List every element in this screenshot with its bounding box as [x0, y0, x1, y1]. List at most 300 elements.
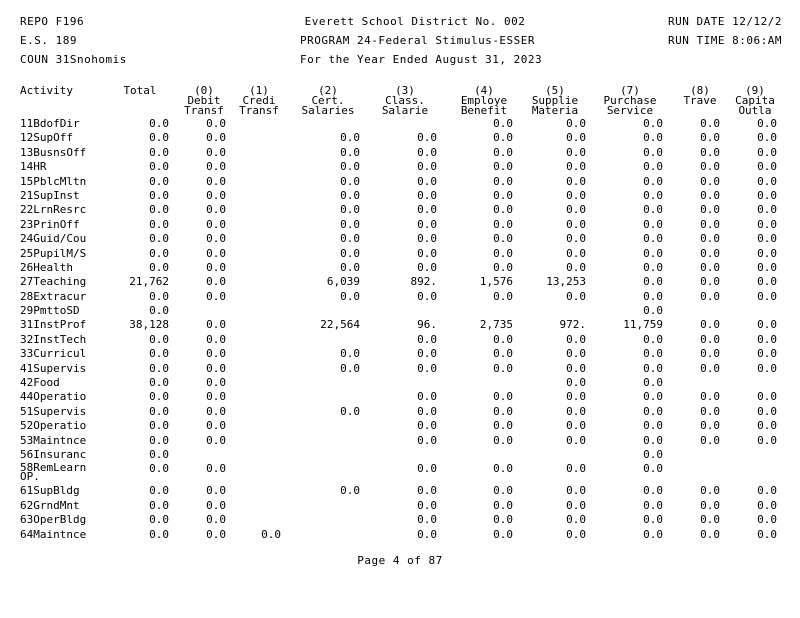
table-cell: 0.0	[566, 290, 586, 303]
table-cell: 0.0	[700, 420, 720, 433]
table-row	[20, 276, 800, 290]
column-header-line2: Service	[606, 104, 654, 116]
table-cell: 0.0	[149, 420, 169, 433]
table-cell: 0.0	[700, 499, 720, 512]
table-cell: 0.0	[206, 405, 226, 418]
table-cell: 0.0	[417, 391, 437, 404]
table-row	[20, 406, 800, 420]
activity-label: 27Teaching	[20, 276, 87, 289]
table-cell: 0.0	[493, 528, 513, 541]
table-cell: 0.0	[643, 146, 663, 159]
table-cell: 0.0	[566, 348, 586, 361]
table-cell: 0.0	[643, 276, 663, 289]
program-name: PROGRAM 24-Federal Stimulus-ESSER	[300, 34, 536, 47]
table-cell: 0.0	[149, 189, 169, 202]
table-row	[20, 449, 800, 463]
table-cell: 0.0	[566, 247, 586, 260]
table-cell: 0.0	[643, 290, 663, 303]
table-cell: 0.0	[566, 528, 586, 541]
table-cell: 0.0	[493, 405, 513, 418]
table-row	[20, 435, 800, 449]
table-cell: 0.0	[340, 348, 360, 361]
table-cell: 0.0	[417, 290, 437, 303]
county: COUN 31Snohomis	[20, 53, 127, 66]
column-header-num: (1)	[249, 86, 269, 97]
activity-label: 51Supervis	[20, 405, 87, 418]
activity-label: 56Insuranc	[20, 448, 87, 461]
table-cell: 0.0	[493, 348, 513, 361]
table-cell: 0.0	[340, 218, 360, 231]
table-cell: 0.0	[493, 391, 513, 404]
table-cell: 0.0	[700, 189, 720, 202]
table-cell: 0.0	[206, 319, 226, 332]
table-cell: 0.0	[206, 189, 226, 202]
column-header	[453, 86, 515, 116]
table-cell: 38,128	[129, 319, 169, 332]
table-cell: 0.0	[493, 290, 513, 303]
table-cell: 0.0	[493, 499, 513, 512]
table-cell: 0.0	[149, 348, 169, 361]
column-header	[374, 86, 436, 116]
table-cell: 0.0	[206, 528, 226, 541]
table-cell: 0.0	[340, 485, 360, 498]
activity-label: 25PupilM/S	[20, 247, 87, 260]
table-cell: 0.0	[206, 434, 226, 447]
table-row	[20, 377, 800, 391]
table-cell: 0.0	[493, 175, 513, 188]
report-id: REPO F196	[20, 15, 85, 28]
table-cell: 0.0	[566, 189, 586, 202]
table-row	[20, 291, 800, 305]
activity-label: 15PblcMltn	[20, 175, 87, 188]
table-cell: 0.0	[566, 261, 586, 274]
table-cell: 0.0	[149, 405, 169, 418]
table-cell: 0.0	[757, 485, 777, 498]
table-cell: 0.0	[149, 161, 169, 174]
table-cell: 0.0	[417, 362, 437, 375]
column-header-line2: Outla	[738, 104, 772, 116]
table-row	[20, 485, 800, 499]
table-cell: 0.0	[700, 261, 720, 274]
table-cell: 6,039	[326, 276, 360, 289]
column-header-num: (0)	[194, 86, 214, 97]
column-header-line1: Debit	[187, 94, 221, 107]
table-cell: 0.0	[206, 247, 226, 260]
column-header-line2: Salarie	[381, 104, 429, 116]
table-cell: 0.0	[149, 146, 169, 159]
table-cell: 0.0	[417, 514, 437, 527]
table-cell: 0.0	[566, 499, 586, 512]
column-header-line2: Trave	[683, 94, 717, 106]
report-table	[20, 118, 800, 543]
table-cell: 0.0	[643, 463, 663, 476]
table-cell: 0.0	[700, 204, 720, 217]
column-header-line2: Salaries	[301, 104, 355, 116]
activity-label: 21SupInst	[20, 189, 80, 202]
table-row	[20, 176, 800, 190]
table-cell: 0.0	[643, 448, 663, 461]
table-cell: 0.0	[493, 362, 513, 375]
table-cell: 0.0	[643, 261, 663, 274]
table-row	[20, 161, 800, 175]
table-cell: 0.0	[417, 146, 437, 159]
table-cell: 0.0	[757, 161, 777, 174]
table-cell: 0.0	[643, 305, 663, 318]
table-cell: 0.0	[643, 233, 663, 246]
table-cell: 0.0	[643, 161, 663, 174]
table-cell: 0.0	[700, 290, 720, 303]
table-cell: 0.0	[206, 514, 226, 527]
table-cell: 0.0	[206, 499, 226, 512]
table-cell: 0.0	[340, 132, 360, 145]
activity-label: 24Guid/Cou	[20, 233, 87, 246]
table-cell: 0.0	[417, 420, 437, 433]
table-cell: 0.0	[493, 146, 513, 159]
table-cell: 0.0	[757, 218, 777, 231]
table-row	[20, 190, 800, 204]
activity-label: 31InstProf	[20, 319, 87, 332]
table-row	[20, 363, 800, 377]
table-cell: 0.0	[757, 132, 777, 145]
table-cell: 0.0	[757, 276, 777, 289]
table-row	[20, 391, 800, 405]
table-cell: 21,762	[129, 276, 169, 289]
table-cell: 0.0	[566, 434, 586, 447]
table-cell: 0.0	[206, 333, 226, 346]
table-cell: 0.0	[643, 189, 663, 202]
table-cell: 0.0	[417, 204, 437, 217]
table-cell: 0.0	[757, 146, 777, 159]
column-header-line1: Class.	[385, 94, 425, 107]
column-header-line1: Supplie	[531, 94, 579, 107]
column-header-line2: Total	[123, 86, 157, 96]
column-header-line1: Capita	[735, 94, 775, 107]
es-number: E.S. 189	[20, 34, 77, 47]
table-cell: 0.0	[149, 377, 169, 390]
table-cell: 0.0	[149, 528, 169, 541]
table-cell: 0.0	[643, 362, 663, 375]
table-cell: 0.0	[417, 175, 437, 188]
table-cell: 0.0	[700, 319, 720, 332]
table-cell: 0.0	[757, 362, 777, 375]
table-cell: 0.0	[417, 218, 437, 231]
table-cell: 0.0	[566, 333, 586, 346]
column-header	[675, 86, 725, 106]
table-cell: 0.0	[206, 420, 226, 433]
fiscal-period: For the Year Ended August 31, 2023	[300, 53, 543, 66]
table-cell: 0.0	[493, 485, 513, 498]
table-cell: 0.0	[206, 161, 226, 174]
column-header-num: (3)	[395, 86, 415, 97]
table-cell: 0.0	[149, 118, 169, 130]
table-cell: 0.0	[757, 189, 777, 202]
table-cell: 0.0	[417, 528, 437, 541]
column-header	[596, 86, 664, 116]
table-row	[20, 248, 800, 262]
table-cell: 0.0	[206, 463, 226, 476]
table-cell: 0.0	[340, 290, 360, 303]
activity-label: 58RemLearn OP.	[20, 463, 87, 482]
activity-label: 44Operatio	[20, 391, 87, 404]
table-cell: 0.0	[417, 132, 437, 145]
column-header-num: (9)	[745, 86, 765, 97]
table-cell: 0.0	[757, 528, 777, 541]
table-cell: 0.0	[566, 118, 586, 130]
table-row	[20, 319, 800, 333]
table-cell: 0.0	[700, 175, 720, 188]
table-cell: 0.0	[700, 161, 720, 174]
activity-label: 22LrnResrc	[20, 204, 87, 217]
table-cell: 0.0	[149, 514, 169, 527]
table-cell: 0.0	[206, 391, 226, 404]
activity-label: 13BusnsOff	[20, 146, 87, 159]
table-cell: 96.	[417, 319, 437, 332]
table-row	[20, 463, 800, 485]
table-cell: 0.0	[340, 362, 360, 375]
page-number: Page 4 of 87	[357, 554, 443, 567]
table-row	[20, 334, 800, 348]
table-cell: 0.0	[417, 485, 437, 498]
table-cell: 0.0	[700, 485, 720, 498]
table-cell: 0.0	[700, 118, 720, 130]
table-cell: 0.0	[493, 420, 513, 433]
table-cell: 0.0	[643, 485, 663, 498]
activity-label: 41Supervis	[20, 362, 87, 375]
table-cell: 0.0	[566, 233, 586, 246]
table-cell: 22,564	[320, 319, 360, 332]
table-cell: 0.0	[566, 463, 586, 476]
table-cell: 0.0	[757, 233, 777, 246]
table-cell: 0.0	[643, 348, 663, 361]
table-cell: 0.0	[757, 204, 777, 217]
table-cell: 0.0	[643, 204, 663, 217]
table-cell: 13,253	[546, 276, 586, 289]
table-cell: 0.0	[757, 118, 777, 130]
table-cell: 0.0	[417, 333, 437, 346]
table-cell: 0.0	[700, 362, 720, 375]
table-cell: 0.0	[493, 204, 513, 217]
table-cell: 0.0	[206, 132, 226, 145]
table-cell: 0.0	[417, 161, 437, 174]
table-cell: 0.0	[643, 247, 663, 260]
table-cell: 0.0	[206, 290, 226, 303]
table-cell: 0.0	[700, 276, 720, 289]
table-cell: 0.0	[643, 514, 663, 527]
table-cell: 0.0	[700, 333, 720, 346]
column-header-line2: Transf	[239, 104, 279, 116]
table-cell: 0.0	[206, 118, 226, 130]
table-cell: 0.0	[643, 118, 663, 130]
activity-label: 23PrinOff	[20, 218, 80, 231]
table-cell: 0.0	[493, 161, 513, 174]
column-header-num: (5)	[545, 86, 565, 97]
column-header-line1: Credi	[242, 94, 276, 107]
table-cell: 0.0	[700, 146, 720, 159]
table-cell: 0.0	[206, 362, 226, 375]
table-cell: 0.0	[206, 175, 226, 188]
table-cell: 0.0	[149, 233, 169, 246]
table-cell: 0.0	[340, 161, 360, 174]
table-cell: 0.0	[566, 132, 586, 145]
table-cell: 0.0	[566, 204, 586, 217]
table-cell: 0.0	[493, 463, 513, 476]
activity-label: 42Food	[20, 377, 60, 390]
table-cell: 0.0	[149, 499, 169, 512]
table-row	[20, 118, 800, 132]
table-cell: 0.0	[757, 514, 777, 527]
table-cell: 0.0	[643, 333, 663, 346]
table-cell: 0.0	[566, 175, 586, 188]
column-header-line2: Activity	[20, 86, 73, 96]
table-cell: 892.	[410, 276, 437, 289]
column-header-line1: Cert.	[311, 94, 345, 107]
activity-label: 26Health	[20, 261, 73, 274]
table-cell: 0.0	[566, 420, 586, 433]
column-header-num: (8)	[690, 86, 710, 97]
table-cell: 0.0	[149, 247, 169, 260]
table-cell: 0.0	[340, 189, 360, 202]
column-header-num: (7)	[620, 86, 640, 97]
table-cell: 0.0	[566, 362, 586, 375]
table-cell: 0.0	[417, 434, 437, 447]
column-header-line2: Materia	[531, 104, 579, 116]
table-cell: 0.0	[149, 434, 169, 447]
table-cell: 0.0	[493, 118, 513, 130]
table-cell: 0.0	[757, 391, 777, 404]
table-cell: 0.0	[493, 261, 513, 274]
table-cell: 0.0	[417, 463, 437, 476]
table-row	[20, 204, 800, 218]
activity-label: 64Maintnce	[20, 528, 87, 541]
column-header-line1: Employe	[460, 94, 508, 107]
run-time: RUN TIME 8:06:AM	[668, 34, 782, 47]
table-cell: 0.0	[493, 434, 513, 447]
table-cell: 0.0	[566, 218, 586, 231]
table-cell: 0.0	[149, 132, 169, 145]
table-cell: 0.0	[149, 485, 169, 498]
table-cell: 0.0	[643, 434, 663, 447]
district-name: Everett School District No. 002	[304, 15, 526, 28]
table-cell: 0.0	[340, 146, 360, 159]
activity-label: 11BdofDir	[20, 118, 80, 130]
activity-label: 29PmttoSD	[20, 305, 80, 318]
table-row	[20, 529, 800, 543]
table-cell: 0.0	[566, 161, 586, 174]
table-cell: 0.0	[493, 333, 513, 346]
table-row	[20, 233, 800, 247]
column-header-line1: Purchase	[603, 94, 657, 107]
table-cell: 0.0	[566, 485, 586, 498]
table-cell: 0.0	[493, 132, 513, 145]
table-cell: 0.0	[700, 218, 720, 231]
table-cell: 0.0	[206, 204, 226, 217]
table-cell: 0.0	[417, 247, 437, 260]
table-cell: 0.0	[149, 448, 169, 461]
activity-label: 53Maintnce	[20, 434, 87, 447]
table-cell: 0.0	[643, 528, 663, 541]
table-cell: 0.0	[340, 247, 360, 260]
table-cell: 0.0	[700, 132, 720, 145]
table-row	[20, 262, 800, 276]
run-date: RUN DATE 12/12/2	[668, 15, 782, 28]
table-cell: 0.0	[206, 261, 226, 274]
table-cell: 972.	[559, 319, 586, 332]
activity-label: 32InstTech	[20, 333, 87, 346]
table-cell: 0.0	[149, 290, 169, 303]
column-header-line2: Benefit	[460, 104, 508, 116]
table-cell: 0.0	[493, 514, 513, 527]
table-cell: 0.0	[757, 333, 777, 346]
table-cell: 0.0	[340, 261, 360, 274]
table-cell: 0.0	[700, 247, 720, 260]
table-cell: 0.0	[206, 276, 226, 289]
report-header	[0, 0, 800, 70]
table-cell: 0.0	[700, 434, 720, 447]
table-cell: 0.0	[149, 218, 169, 231]
column-header-num: (2)	[318, 86, 338, 97]
table-cell: 0.0	[417, 405, 437, 418]
table-cell: 0.0	[757, 175, 777, 188]
table-cell: 0.0	[757, 290, 777, 303]
table-row	[20, 420, 800, 434]
table-cell: 0.0	[700, 348, 720, 361]
table-cell: 0.0	[643, 175, 663, 188]
column-header	[525, 86, 585, 116]
column-header	[180, 86, 228, 116]
table-cell: 0.0	[566, 146, 586, 159]
table-cell: 0.0	[149, 463, 169, 476]
table-cell: 0.0	[340, 175, 360, 188]
column-header-line2: Transf	[184, 104, 224, 116]
table-cell: 0.0	[757, 420, 777, 433]
table-row	[20, 147, 800, 161]
table-cell: 0.0	[206, 233, 226, 246]
table-cell: 0.0	[149, 333, 169, 346]
table-cell: 0.0	[206, 218, 226, 231]
table-cell: 0.0	[261, 528, 281, 541]
table-row	[20, 348, 800, 362]
table-cell: 0.0	[149, 391, 169, 404]
column-header	[296, 86, 360, 116]
table-cell: 0.0	[417, 499, 437, 512]
table-cell: 0.0	[757, 261, 777, 274]
table-cell: 0.0	[493, 218, 513, 231]
table-cell: 0.0	[643, 420, 663, 433]
activity-label: 62GrndMnt	[20, 499, 80, 512]
table-cell: 0.0	[566, 391, 586, 404]
table-cell: 0.0	[566, 405, 586, 418]
activity-label: 28Extracur	[20, 290, 87, 303]
table-cell: 0.0	[757, 348, 777, 361]
table-cell: 0.0	[493, 247, 513, 260]
table-cell: 0.0	[700, 405, 720, 418]
table-row	[20, 132, 800, 146]
table-row	[20, 500, 800, 514]
table-cell: 0.0	[417, 348, 437, 361]
table-cell: 0.0	[340, 405, 360, 418]
table-cell: 0.0	[757, 499, 777, 512]
table-cell: 0.0	[757, 405, 777, 418]
column-header-num: (4)	[474, 86, 494, 97]
table-cell: 11,759	[623, 319, 663, 332]
table-cell: 0.0	[493, 189, 513, 202]
table-cell: 0.0	[206, 146, 226, 159]
table-cell: 0.0	[643, 132, 663, 145]
column-header	[731, 86, 779, 116]
table-cell: 0.0	[149, 305, 169, 318]
table-cell: 0.0	[643, 405, 663, 418]
activity-label: 14HR	[20, 161, 47, 174]
